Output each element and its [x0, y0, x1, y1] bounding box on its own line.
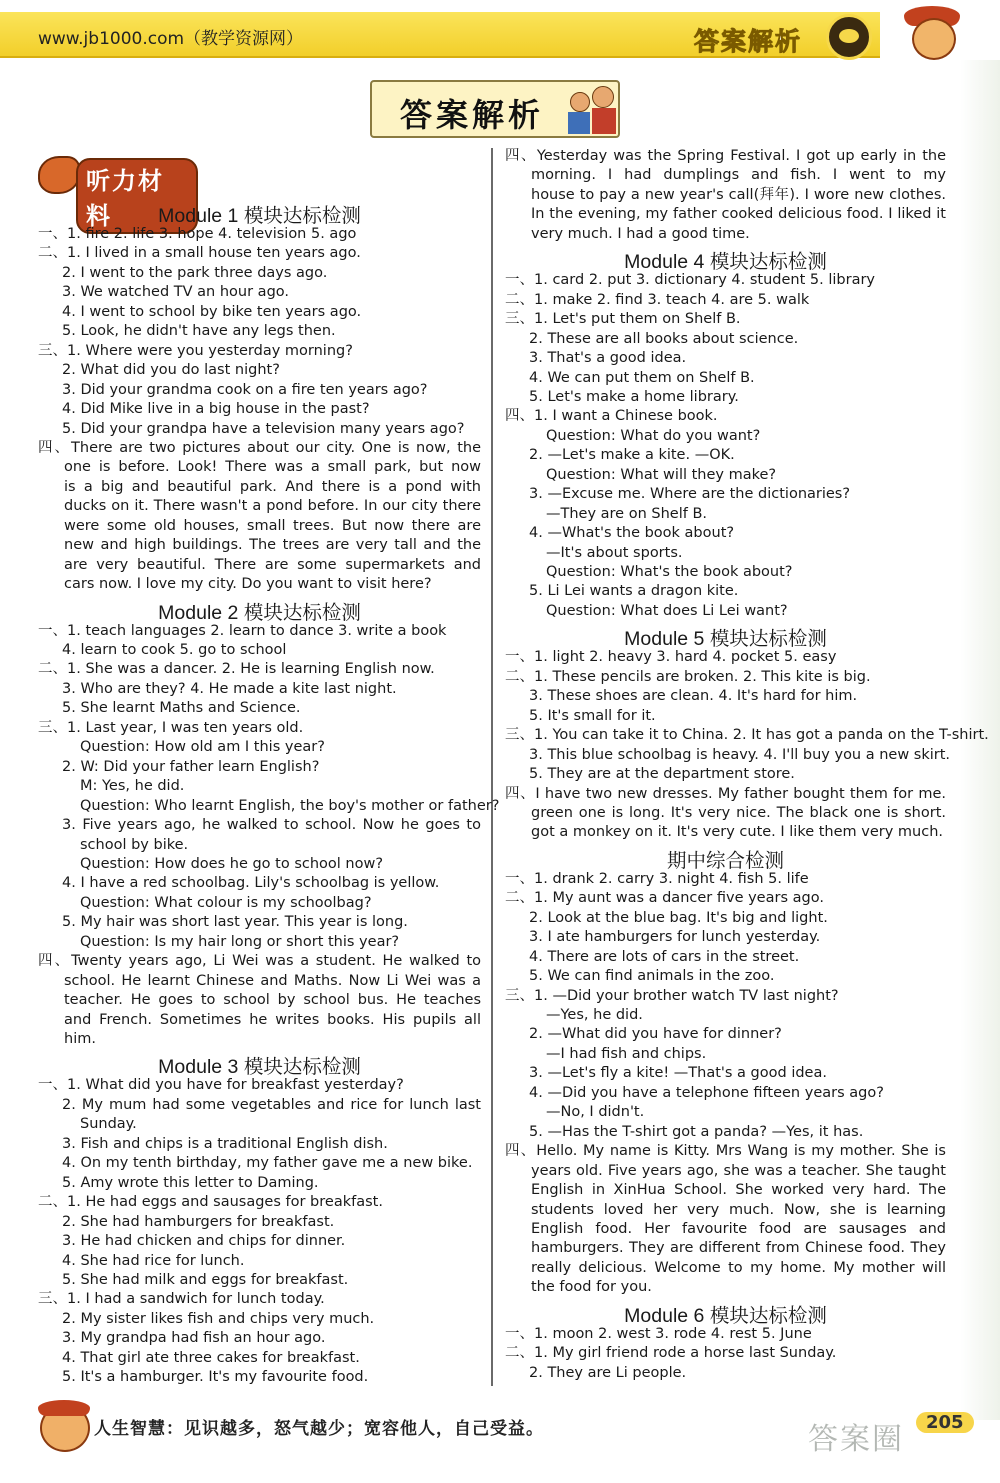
answer-line: 四、Yesterday was the Spring Festival. I got up early in the	[505, 148, 946, 164]
module-name: Module 6	[624, 1304, 710, 1327]
answer-line: 5. —Has the T-shirt got a panda? —Yes, it has.	[529, 1123, 864, 1140]
answer-line: 4. There are lots of cars in the street.	[529, 948, 800, 965]
answer-line: —Yes, he did.	[546, 1007, 643, 1023]
answer-line: 2. What did you do last night?	[62, 362, 280, 379]
answer-line: got a monkey on it. It's very cute. I like them very much.	[531, 824, 944, 841]
module-name: Module 3	[158, 1056, 244, 1079]
answer-line: 二、1. These pencils are broken. 2. This kite is big.	[505, 668, 871, 685]
answer-line: 4. I went to school by bike ten years ago.	[62, 303, 362, 320]
answer-line: 5. Li Lei wants a dragon kite.	[529, 583, 739, 600]
answer-line: 4. I have a red schoolbag. Lily's schoolbag is yellow.	[62, 875, 440, 892]
answer-line: 二、1. make 2. find 3. teach 4. are 5. walk	[505, 291, 810, 308]
watermark: 答案圈	[808, 1422, 904, 1457]
answer-line: 一、1. moon 2. west 3. rode 4. rest 5. June	[505, 1325, 812, 1342]
answer-line: students loved her very much. Now, she is learning	[531, 1201, 946, 1218]
answer-line: 3. He had chicken and chips for dinner.	[62, 1233, 346, 1250]
answer-line: teacher. He goes to school by school bus. He teaches	[64, 992, 481, 1009]
answer-line: 4. She had rice for lunch.	[62, 1252, 245, 1269]
answer-line: 2. W: Did your father learn English?	[62, 758, 320, 775]
answer-line: 5. We can find animals in the zoo.	[529, 968, 775, 985]
answer-line: 2. They are Li people.	[529, 1364, 687, 1381]
answer-line: ducks on it. There wasn't a pond before. In our city there	[64, 498, 481, 515]
answer-line: In the evening, my father cooked delicious food. I liked it	[531, 206, 946, 223]
answer-line: 四、I have two new dresses. My father bought them for me.	[505, 785, 946, 802]
answer-line: 2. Look at the blue bag. It's big and light.	[529, 909, 828, 926]
answer-line: 一、1. drank 2. carry 3. night 4. fish 5. life	[505, 870, 809, 887]
answer-line: the food for you.	[531, 1279, 652, 1296]
answer-line: 3. —Let's fly a kite! —That's a good idea.	[529, 1065, 827, 1082]
answer-line: 3. That's a good idea.	[529, 350, 687, 367]
answer-line: one is before. Look! There was a small park, but now	[64, 459, 481, 476]
footer-mascot-icon	[40, 1404, 90, 1452]
site-url[interactable]: www.jb1000.com（教学资源网）	[38, 29, 304, 49]
answer-line: hamburgers. They are different from Chinese food. They	[531, 1240, 946, 1257]
answer-line: 5. It's small for it.	[529, 707, 656, 724]
answer-line: morning. I had dumplings and fish. I went to my	[531, 167, 946, 184]
answer-line: new and high buildings. The trees are very tall and the	[64, 537, 481, 554]
answer-line: school by bike.	[80, 836, 189, 853]
top-banner	[0, 0, 1000, 60]
page-number: 205	[916, 1412, 974, 1433]
answer-line: are very beautiful. There are some supermarkets and	[64, 556, 481, 573]
footer-motto: 人生智慧：见识越多，怒气越少；宽容他人，自己受益。	[94, 1419, 544, 1439]
answer-line: —They are on Shelf B.	[546, 505, 708, 522]
answer-line: 3. Five years ago, he walked to school. Now he goes to	[62, 817, 481, 834]
answer-line: Question: What does Li Lei want?	[546, 602, 788, 619]
answer-line: is a big and beautiful park. And there is a pond with	[64, 478, 481, 495]
section-heading	[38, 1051, 481, 1079]
answer-line: him.	[64, 1031, 96, 1047]
answer-line: 一、1. teach languages 2. learn to dance 3. write a book	[38, 622, 447, 639]
answer-line: English food. Her favourite food are sausages and	[531, 1220, 946, 1237]
answer-line: 三、1. You can take it to China. 2. It has got a panda on the T-shirt.	[505, 727, 989, 744]
listening-material-label	[38, 152, 198, 230]
footer	[0, 1400, 1000, 1457]
answer-line: 4. learn to cook 5. go to school	[62, 642, 287, 658]
answer-line: 2. My mum had some vegetables and rice for lunch last	[62, 1096, 481, 1113]
answer-line: 5. She learnt Maths and Science.	[62, 700, 301, 717]
dragon-icon	[38, 156, 80, 194]
answer-line: 二、1. My girl friend rode a horse last Sunday.	[505, 1345, 837, 1362]
answer-line: 5. It's a hamburger. It's my favourite food.	[62, 1369, 369, 1386]
answer-line: 5. They are at the department store.	[529, 766, 795, 783]
page-title: 答案解析	[400, 96, 545, 134]
answer-line: 四、Twenty years ago, Li Wei was a student. He walked to	[38, 953, 481, 970]
answer-line: 2. These are all books about science.	[529, 330, 799, 347]
answer-line: 5. My hair was short last year. This year is long.	[62, 914, 408, 931]
answer-line: 4. Did Mike live in a big house in the past?	[62, 401, 370, 418]
answer-line: 2. —Let's make a kite. —OK.	[529, 447, 735, 464]
answer-line: 一、1. fire 2. life 3. hope 4. television 5. ago	[38, 226, 357, 242]
answer-line: 三、1. I had a sandwich for lunch today.	[38, 1291, 325, 1308]
listening-label-text: 听力材料	[76, 158, 198, 234]
answer-line: cars now. I love my city. Do you want to visit here?	[64, 576, 432, 593]
answer-line: 3. Fish and chips is a traditional English dish.	[62, 1135, 388, 1152]
answer-line: 二、1. She was a dancer. 2. He is learning English now.	[38, 661, 435, 678]
answer-line: Question: How old am I this year?	[80, 739, 325, 756]
heading-title: 模块达标检测	[243, 1055, 361, 1079]
answer-line: 4. On my tenth birthday, my father gave me a new bike.	[62, 1155, 473, 1172]
mascot-icon	[898, 4, 962, 58]
answer-line: Sunday.	[80, 1116, 137, 1133]
heading-title: 模块达标检测	[709, 250, 827, 274]
section-label: 答案解析	[694, 27, 803, 56]
heading-title: 模块达标检测	[243, 600, 361, 624]
answer-line: Question: How does he go to school now?	[80, 855, 384, 872]
section-heading	[505, 1300, 946, 1328]
answer-line: 二、1. I lived in a small house ten years ago.	[38, 245, 361, 262]
answer-line: 2. She had hamburgers for breakfast.	[62, 1213, 335, 1230]
module-name: Module 4	[624, 251, 710, 274]
answer-line: 四、There are two pictures about our city. One is now, the	[38, 439, 481, 456]
answer-line: Question: What will they make?	[546, 466, 777, 483]
answer-line: 三、1. —Did your brother watch TV last night?	[505, 987, 839, 1004]
answer-line: Question: What's the book about?	[546, 564, 793, 580]
answer-line: 3. This blue schoolbag is heavy. 4. I'll buy you a new skirt.	[529, 746, 951, 763]
answer-line: 5. Amy wrote this letter to Daming.	[62, 1174, 319, 1191]
answer-line: —It's about sports.	[546, 544, 683, 561]
heading-title: 模块达标检测	[243, 204, 361, 227]
answer-line: 5. Look, he didn't have any legs then.	[62, 323, 336, 340]
answer-line: 3. Did your grandma cook on a fire ten years ago?	[62, 381, 428, 398]
column-divider	[491, 148, 493, 1386]
answer-line: 4. —What's the book about?	[529, 525, 735, 542]
answer-line: 3. We watched TV an hour ago.	[62, 284, 289, 301]
heading-title: 期中综合检测	[666, 848, 784, 872]
answer-line: house to pay a new year's call(拜年). I wore new clothes.	[531, 186, 946, 203]
section-heading	[505, 845, 946, 873]
answer-line: 5. Did your grandpa have a television many years ago?	[62, 420, 465, 437]
answer-line: M: Yes, he did.	[80, 778, 185, 795]
answer-line: —I had fish and chips.	[546, 1045, 707, 1062]
answer-line: school. He learnt Chinese and Maths. Now Li Wei was a	[64, 972, 481, 989]
section-heading	[38, 597, 481, 625]
answer-line: 三、1. Last year, I was ten years old.	[38, 719, 304, 736]
answer-line: 一、1. What did you have for breakfast yesterday?	[38, 1077, 404, 1094]
answer-line: 4. That girl ate three cakes for breakfast.	[62, 1349, 360, 1366]
module-name: Module 5	[624, 628, 710, 651]
answer-line: 3. I ate hamburgers for lunch yesterday.	[529, 929, 821, 946]
heading-title: 模块达标检测	[709, 1303, 827, 1327]
module-name: Module 1	[158, 205, 244, 227]
heading-title: 模块达标检测	[709, 627, 827, 651]
answer-line: and French. Sometimes he writes books. His pupils all	[64, 1011, 481, 1028]
cartoon-kids-icon	[566, 84, 622, 138]
answer-line: very much. I had a good time.	[531, 225, 750, 242]
section-heading	[505, 246, 946, 274]
answer-line: Question: Who learnt English, the boy's mother or father?	[80, 797, 500, 814]
answer-line: Question: What colour is my schoolbag?	[80, 894, 372, 911]
answer-line: 一、1. card 2. put 3. dictionary 4. student 5. library	[505, 272, 875, 289]
answer-line: 二、1. My aunt was a dancer five years ago.	[505, 890, 824, 907]
answer-line: 3. Who are they? 4. He made a kite last night.	[62, 680, 397, 697]
answer-line: 2. I went to the park three days ago.	[62, 264, 328, 281]
section-heading	[38, 200, 481, 228]
answer-line: 三、1. Let's put them on Shelf B.	[505, 311, 741, 328]
answer-line: Question: What do you want?	[546, 427, 761, 444]
answer-line: 4. We can put them on Shelf B.	[529, 369, 755, 386]
answer-line: 3. These shoes are clean. 4. It's hard for him.	[529, 688, 858, 705]
answer-line: 3. —Excuse me. Where are the dictionaries?	[529, 486, 851, 503]
brand-badge-icon	[826, 14, 872, 60]
answer-line: 5. Let's make a home library.	[529, 388, 739, 405]
answer-line: 二、1. He had eggs and sausages for breakfast.	[38, 1194, 383, 1211]
module-name: Module 2	[158, 601, 244, 624]
answer-line: green one is long. It's very nice. The black one is short.	[531, 804, 946, 821]
answer-line: years old. Five years ago, she was a teacher. She taught	[531, 1162, 946, 1179]
answer-line: 四、1. I want a Chinese book.	[505, 408, 718, 425]
answer-line: 四、Hello. My name is Kitty. Mrs Wang is my mother. She is	[505, 1143, 946, 1160]
answer-line: —No, I didn't.	[546, 1104, 645, 1121]
answer-line: 2. My sister likes fish and chips very much.	[62, 1310, 375, 1327]
answer-line: 5. She had milk and eggs for breakfast.	[62, 1271, 349, 1288]
answer-line: 3. My grandpa had fish an hour ago.	[62, 1330, 326, 1347]
answer-line: 三、1. Where were you yesterday morning?	[38, 342, 353, 359]
section-heading	[505, 623, 946, 651]
answer-line: 2. —What did you have for dinner?	[529, 1026, 782, 1043]
answer-line: 4. —Did you have a telephone fifteen years ago?	[529, 1084, 884, 1101]
answer-line: were some old houses, small trees. But now there are	[64, 517, 481, 534]
answer-line: 一、1. light 2. heavy 3. hard 4. pocket 5. easy	[505, 649, 837, 666]
answer-line: really delicious. Welcome to my home. My mother will	[531, 1259, 946, 1276]
answer-line: English in XinHua School. She worked very hard. The	[531, 1182, 946, 1199]
answer-line: Question: Is my hair long or short this year?	[80, 933, 400, 950]
